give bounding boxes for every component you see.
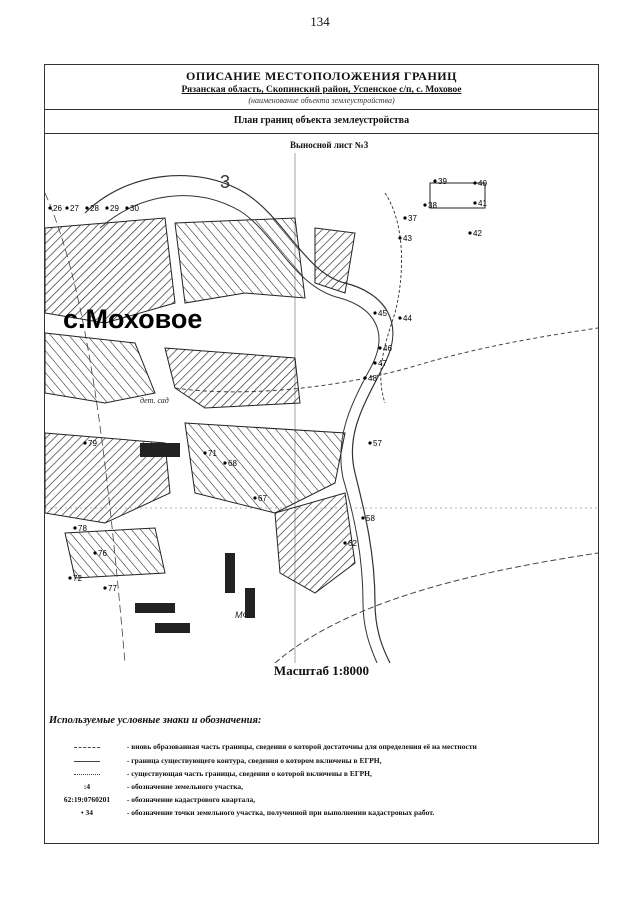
title-block xyxy=(45,65,598,110)
survey-point-label: 79 xyxy=(88,439,97,448)
survey-point xyxy=(473,181,476,184)
survey-point xyxy=(253,496,256,499)
legend-text: - существующая часть границы, сведения о которой включены в ЕГРН, xyxy=(126,768,372,778)
legend-text: - обозначение точки земельного участка, полученной при выполнении кадастровых работ. xyxy=(126,807,435,817)
survey-point-label: 29 xyxy=(110,204,119,213)
survey-point xyxy=(343,541,346,544)
survey-point-label: 41 xyxy=(478,199,487,208)
survey-point xyxy=(468,231,471,234)
survey-point-label: 71 xyxy=(208,449,217,458)
survey-point xyxy=(125,206,128,209)
legend-row xyxy=(49,794,255,804)
survey-point xyxy=(368,441,371,444)
survey-point-label: 40 xyxy=(478,179,487,188)
legend-symbol: • 34 xyxy=(80,807,93,817)
plan-title: План границ объекта землеустройства xyxy=(45,109,598,134)
boundary-line xyxy=(381,193,402,403)
survey-point-label: 77 xyxy=(108,584,117,593)
survey-point-label: 45 xyxy=(378,309,387,318)
survey-point-label: 67 xyxy=(258,494,267,503)
survey-point-label: 62 xyxy=(348,539,357,548)
survey-point-label: 28 xyxy=(90,204,99,213)
survey-point xyxy=(433,179,436,182)
survey-point-label: 48 xyxy=(368,374,377,383)
survey-point xyxy=(378,346,381,349)
parcel xyxy=(165,348,300,408)
survey-point-label: 30 xyxy=(130,204,139,213)
building xyxy=(135,603,175,613)
survey-point xyxy=(423,203,426,206)
survey-point-label: 37 xyxy=(408,214,417,223)
survey-point xyxy=(403,216,406,219)
survey-point xyxy=(65,206,68,209)
parcel xyxy=(315,228,355,293)
survey-point-label: 26 xyxy=(53,204,62,213)
survey-point-label: 57 xyxy=(373,439,382,448)
quarter-label: 3 xyxy=(220,172,231,192)
building xyxy=(155,623,190,633)
legend-row xyxy=(49,741,477,751)
survey-point xyxy=(105,206,108,209)
object-caption: (наименование объекта землеустройства) xyxy=(248,96,395,105)
survey-point-label: 58 xyxy=(366,514,375,523)
building xyxy=(225,553,235,593)
survey-point xyxy=(203,451,206,454)
parcel-outline xyxy=(430,183,485,208)
mf-label: МФ xyxy=(235,610,250,620)
legend-row xyxy=(49,807,434,817)
legend-text: - граница существующего контура, сведения о котором включены в ЕГРН, xyxy=(126,755,382,765)
survey-point-label: 43 xyxy=(403,234,412,243)
legend-text: - обозначение кадастрового квартала, xyxy=(126,794,256,804)
legend-row xyxy=(49,755,382,765)
parcel xyxy=(45,333,155,403)
survey-point xyxy=(73,526,76,529)
survey-point-label: 76 xyxy=(98,549,107,558)
legend-row xyxy=(49,768,372,778)
survey-point-label: 78 xyxy=(78,524,87,533)
legend-symbol: :4 xyxy=(83,781,91,791)
survey-point xyxy=(83,441,86,444)
location-line: Рязанская область, Скопинский район, Успенское с/п, с. Моховое xyxy=(181,85,462,95)
survey-point xyxy=(68,576,71,579)
sheet-label: Выносной лист №3 xyxy=(290,140,369,150)
survey-point xyxy=(103,586,106,589)
survey-point xyxy=(373,361,376,364)
survey-point xyxy=(473,201,476,204)
document-title: ОПИСАНИЕ МЕСТОПОЛОЖЕНИЯ ГРАНИЦ xyxy=(186,69,457,83)
legend-symbol xyxy=(49,742,125,751)
survey-point xyxy=(85,206,88,209)
survey-point-label: 68 xyxy=(228,459,237,468)
legend-text: - вновь образованная часть границы, сведения о которой достаточны для определения её на местности xyxy=(126,741,477,751)
document-frame xyxy=(44,64,599,844)
survey-point-label: 46 xyxy=(383,344,392,353)
legend-row xyxy=(49,781,243,791)
survey-point-label: 27 xyxy=(70,204,79,213)
map-area xyxy=(45,133,598,663)
map-drawing xyxy=(45,133,598,663)
survey-point xyxy=(361,516,364,519)
building xyxy=(140,443,180,457)
survey-point xyxy=(398,316,401,319)
survey-point xyxy=(48,206,51,209)
survey-point-label: 47 xyxy=(378,359,387,368)
survey-point xyxy=(363,376,366,379)
survey-point-label: 42 xyxy=(473,229,482,238)
legend-symbol: 62:19:0760201 xyxy=(63,794,111,804)
page-number: 134 xyxy=(310,14,330,29)
survey-point xyxy=(223,461,226,464)
legend-text: - обозначение земельного участка, xyxy=(126,781,244,791)
survey-point xyxy=(93,551,96,554)
survey-point-label: 39 xyxy=(438,177,447,186)
parcel xyxy=(175,218,305,303)
legend-title: Используемые условные знаки и обозначения: xyxy=(49,715,262,726)
village-label: с.Моховое xyxy=(63,304,203,334)
kindergarten-label: дет. сад xyxy=(140,396,169,405)
survey-point-label: 38 xyxy=(428,201,437,210)
survey-point xyxy=(398,236,401,239)
survey-point-label: 72 xyxy=(73,574,82,583)
map-scale: Масштаб 1:8000 xyxy=(273,663,370,678)
parcel xyxy=(65,528,165,578)
legend-symbol xyxy=(49,769,125,778)
legend-symbol xyxy=(49,756,125,765)
survey-point xyxy=(373,311,376,314)
survey-point-label: 44 xyxy=(403,314,412,323)
